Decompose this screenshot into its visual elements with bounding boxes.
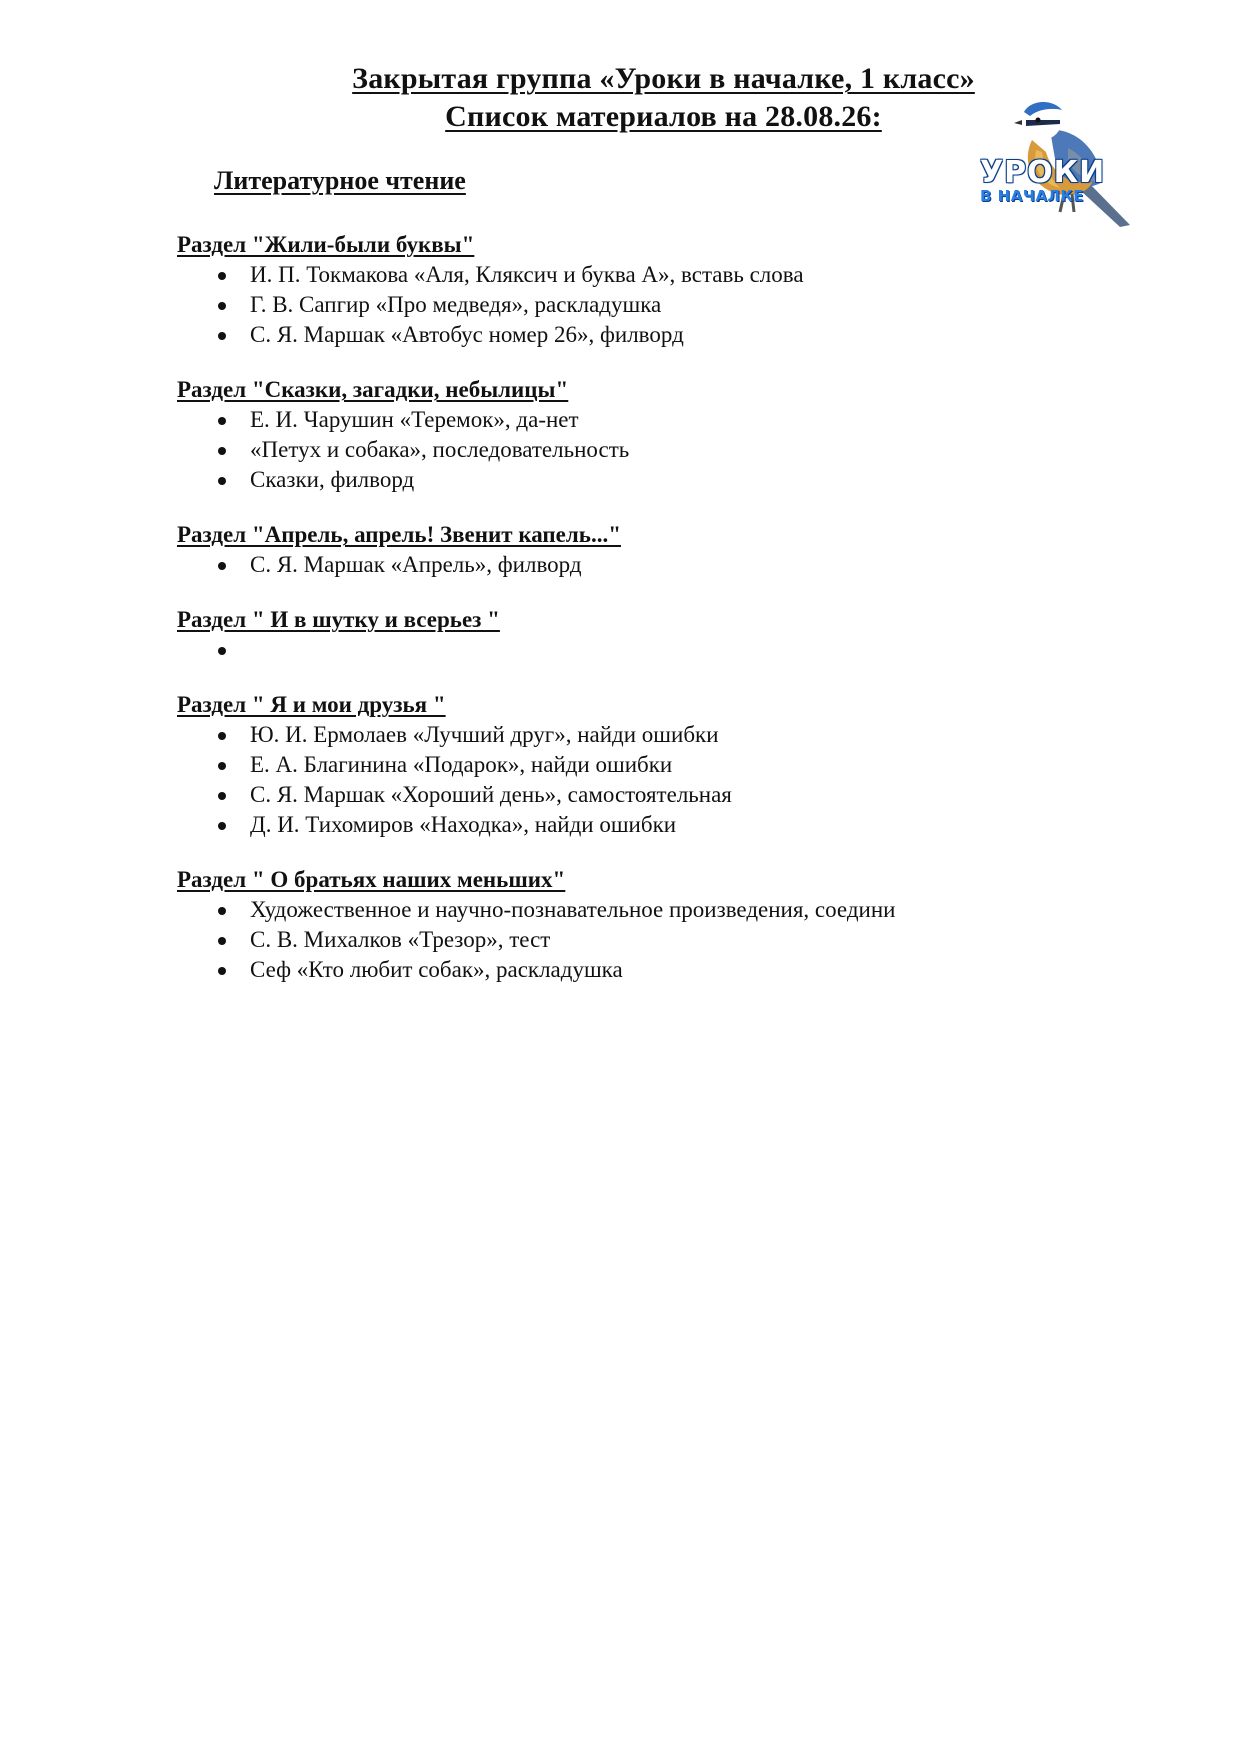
bullet-icon	[218, 822, 226, 830]
bullet-icon	[218, 762, 226, 770]
section-title: Раздел "Жили-были буквы"	[177, 232, 475, 257]
list-item	[177, 780, 1177, 810]
logo-text-small: В НАЧАЛКЕ	[980, 187, 1085, 205]
list-item-text: Художественное и научно-познавательное произведения, соедини	[250, 897, 896, 922]
list-item-text: Д. И. Тихомиров «Находка», найди ошибки	[250, 812, 677, 837]
sections-list	[177, 230, 1177, 1010]
section-items	[177, 260, 1177, 350]
bullet-icon	[218, 562, 226, 570]
bullet-icon	[218, 647, 226, 655]
bullet-icon	[218, 937, 226, 945]
list-item	[177, 810, 1177, 840]
section-items	[177, 405, 1177, 495]
section-title: Раздел "Сказки, загадки, небылицы"	[177, 377, 569, 402]
list-item	[177, 435, 1177, 465]
header-title: Закрытая группа «Уроки в началке, 1 класс»	[352, 62, 975, 95]
section	[177, 865, 1177, 985]
section-items	[177, 895, 1177, 985]
bullet-icon	[218, 447, 226, 455]
list-item-text: И. П. Токмакова «Аля, Кляксич и буква А», вставь слова	[250, 262, 804, 287]
list-item-text: «Петух и собака», последовательность	[250, 437, 630, 462]
section-items	[177, 720, 1177, 840]
list-item	[177, 955, 1177, 985]
bullet-icon	[218, 272, 226, 280]
section-items	[177, 635, 1177, 665]
bullet-icon	[218, 477, 226, 485]
section	[177, 605, 1177, 665]
list-item	[177, 465, 1177, 495]
bullet-icon	[218, 302, 226, 310]
list-item	[177, 260, 1177, 290]
list-item-text: Сеф «Кто любит собак», раскладушка	[250, 957, 623, 982]
list-item-text: Ю. И. Ермолаев «Лучший друг», найди ошибки	[250, 722, 719, 747]
list-item-text: С. В. Михалков «Трезор», тест	[250, 927, 551, 952]
section-items	[177, 550, 1177, 580]
section-title: Раздел "Апрель, апрель! Звенит капель..."	[177, 522, 621, 547]
list-item-text: С. Я. Маршак «Хороший день», самостоятельная	[250, 782, 732, 807]
section-title: Раздел " Я и мои друзья "	[177, 692, 446, 717]
logo-text-big: УРОКИ	[980, 155, 1106, 190]
list-item	[177, 750, 1177, 780]
section-title: Раздел " О братьях наших меньших"	[177, 867, 566, 892]
logo-text	[980, 155, 1140, 205]
list-item	[177, 290, 1177, 320]
subject-heading: Литературное чтение	[214, 166, 466, 195]
list-item	[177, 550, 1177, 580]
list-item	[177, 895, 1177, 925]
section	[177, 690, 1177, 840]
list-item-text: Сказки, филворд	[250, 467, 415, 492]
logo	[980, 90, 1140, 230]
list-item-text: Г. В. Сапгир «Про медведя», раскладушка	[250, 292, 662, 317]
section	[177, 520, 1177, 580]
section	[177, 375, 1177, 495]
bullet-icon	[218, 417, 226, 425]
list-item-text: С. Я. Маршак «Автобус номер 26», филворд	[250, 322, 684, 347]
list-item	[177, 405, 1177, 435]
bullet-icon	[218, 792, 226, 800]
section-title: Раздел " И в шутку и всерьез "	[177, 607, 500, 632]
list-item	[177, 635, 1177, 665]
bullet-icon	[218, 732, 226, 740]
list-item-text: С. Я. Маршак «Апрель», филворд	[250, 552, 582, 577]
list-item	[177, 320, 1177, 350]
section	[177, 230, 1177, 350]
bullet-icon	[218, 332, 226, 340]
list-item-text: Е. А. Благинина «Подарок», найди ошибки	[250, 752, 673, 777]
list-item	[177, 925, 1177, 955]
list-item	[177, 720, 1177, 750]
header-subtitle: Список материалов на 28.08.26:	[445, 100, 882, 133]
bullet-icon	[218, 907, 226, 915]
bullet-icon	[218, 967, 226, 975]
list-item-text: Е. И. Чарушин «Теремок», да-нет	[250, 407, 579, 432]
